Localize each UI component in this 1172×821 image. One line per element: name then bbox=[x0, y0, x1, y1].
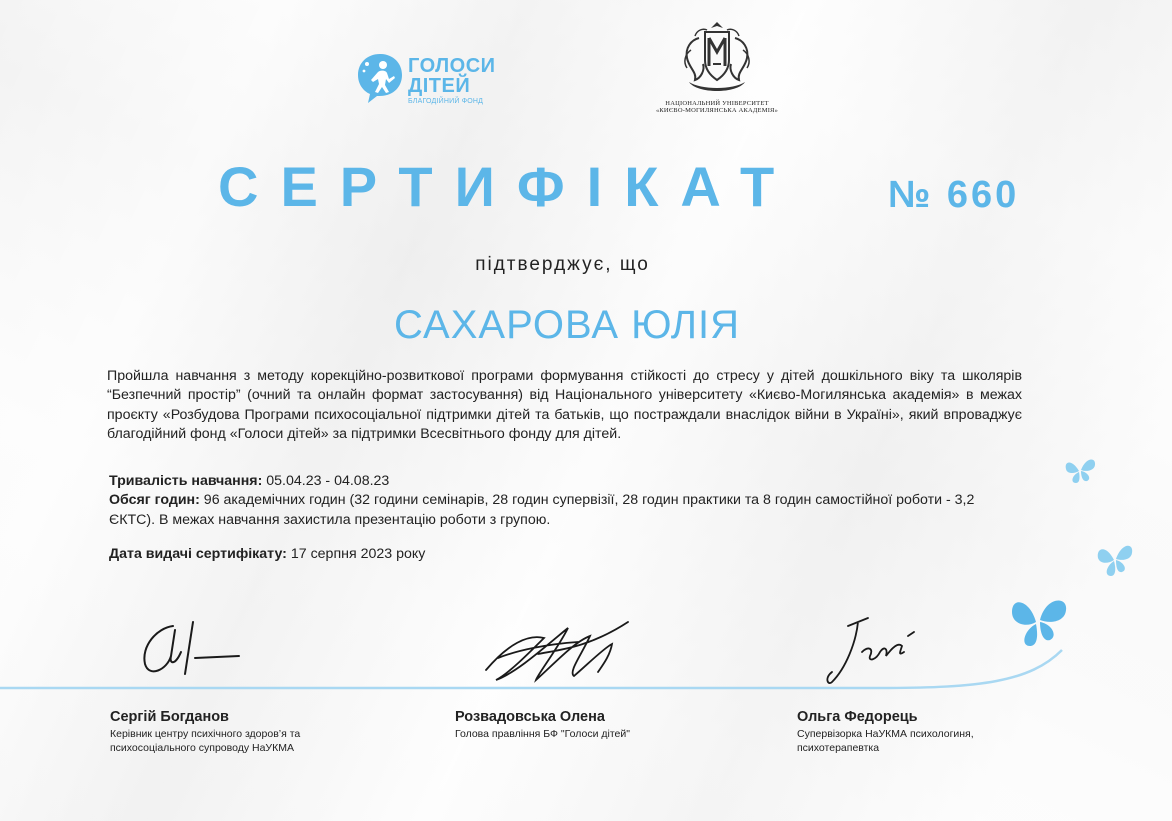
issue-date-label: Дата видачі сертифікату: bbox=[109, 546, 287, 562]
signatory-rozvadovska bbox=[455, 708, 695, 741]
signatory-name: Ольга Федорець bbox=[797, 709, 918, 725]
training-details bbox=[109, 472, 1009, 530]
hours-value: 96 академічних годин (32 години семінарів, 28 годин супервізії, 28 годин практики та 8 годин самостійної роботи - 3,2 ЄКТС). В межах навчання захистила презентацію роботи з групою. bbox=[109, 492, 975, 528]
signature-bogdanov bbox=[135, 612, 255, 682]
butterfly-medium-icon bbox=[1096, 540, 1134, 578]
butterfly-large-icon bbox=[1008, 592, 1070, 650]
certificate-title: СЕРТИФІКАТ bbox=[218, 155, 797, 218]
university-crest-icon bbox=[677, 20, 757, 98]
hours-label: Обсяг годин: bbox=[109, 492, 200, 509]
signatory-bogdanov bbox=[110, 708, 310, 755]
duration-row bbox=[109, 472, 1009, 491]
confirms-text: підтверджує, що bbox=[475, 254, 650, 275]
butterfly-small-icon bbox=[1064, 455, 1096, 485]
recipient-name: САХАРОВА ЮЛІЯ bbox=[394, 303, 740, 347]
certificate-number: № 660 bbox=[888, 174, 1020, 216]
signatory-name: Розвадовська Олена bbox=[455, 709, 605, 725]
signature-fedorets bbox=[818, 612, 938, 688]
duration-value: 05.04.23 - 04.08.23 bbox=[262, 473, 390, 489]
signatory-fedorets bbox=[797, 708, 1007, 755]
issue-date-value: 17 серпня 2023 року bbox=[286, 546, 426, 562]
signatory-role: Керівник центру психічного здоров’я та психосоціального супроводу НаУКМА bbox=[110, 728, 301, 754]
signature-rozvadovska bbox=[478, 614, 638, 690]
university-name-line2: «КИЄВО-МОГИЛЯНСЬКА АКАДЕМІЯ» bbox=[655, 107, 779, 114]
hours-row bbox=[109, 491, 1009, 530]
logo-left-line1: ГОЛОСИ bbox=[408, 55, 496, 77]
duration-label: Тривалість навчання: bbox=[109, 473, 263, 489]
signatory-name: Сергій Богданов bbox=[110, 709, 229, 725]
holosy-ditey-logo bbox=[356, 52, 506, 108]
university-name-line1: НАЦІОНАЛЬНИЙ УНІВЕРСИТЕТ bbox=[665, 100, 769, 107]
signatory-role: Голова правління БФ "Голоси дітей" bbox=[455, 728, 630, 740]
issue-date-row bbox=[109, 545, 425, 564]
logo-left-line3: БЛАГОДІЙНИЙ ФОНД bbox=[408, 98, 484, 105]
naukma-logo bbox=[652, 20, 782, 130]
speech-bubble-child-icon bbox=[356, 52, 404, 104]
logo-left-line2: ДІТЕЙ bbox=[408, 75, 471, 97]
certificate-body: Пройшла навчання з методу корекційно-розвиткової програми формування стійкості до стресу у дітей дошкільного віку та школярів “Безпечний простір” (очний та онлайн формат застосування) від Національного університету «Києво-Могилянська академія» в межах проєкту «Розбудова Програми психосоціальної підтримки дітей та батьків, що постраждали внаслідок війни в Україні», який впроваджує благодійний фонд «Голоси дітей» за підтримки Всесвітнього фонду для дітей. bbox=[107, 368, 1022, 442]
signatory-role: Супервізорка НаУКМА психологиня, психотерапевтка bbox=[797, 728, 974, 754]
